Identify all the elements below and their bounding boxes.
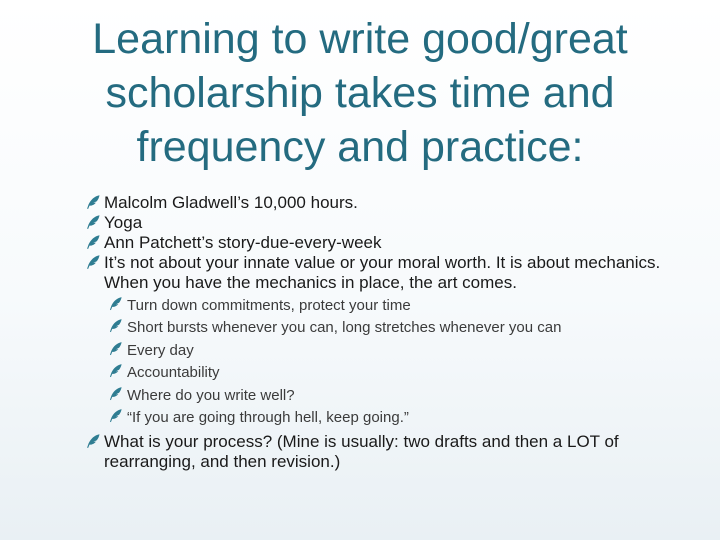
bullet-item xyxy=(0,233,720,253)
sub-bullet-item xyxy=(0,407,720,429)
bullet-text: Malcolm Gladwell’s 10,000 hours. xyxy=(104,193,358,212)
feather-quill-icon xyxy=(85,234,101,250)
slide-title xyxy=(30,12,690,174)
sub-bullet-text: “If you are going through hell, keep going.” xyxy=(127,409,409,427)
sub-bullet-item xyxy=(0,362,720,384)
bullet-text: Ann Patchett’s story-due-every-week xyxy=(104,233,382,252)
bullet-item xyxy=(0,253,720,293)
feather-quill-icon xyxy=(85,254,101,270)
sub-bullet-text: Where do you write well? xyxy=(127,386,295,404)
feather-quill-icon xyxy=(85,214,101,230)
sub-bullet-text: Accountability xyxy=(127,364,220,382)
feather-quill-icon xyxy=(85,433,101,449)
bullet-text: It’s not about your innate value or your moral worth. It is about mechanics. When you have the mechanics in place, the art comes. xyxy=(104,253,661,292)
bullet-list xyxy=(0,193,720,472)
sub-bullet-text: Every day xyxy=(127,341,194,359)
feather-quill-icon xyxy=(108,318,124,334)
feather-quill-icon xyxy=(108,363,124,379)
feather-quill-icon xyxy=(108,296,124,312)
feather-quill-icon xyxy=(108,386,124,402)
feather-quill-icon xyxy=(85,194,101,210)
bullet-item xyxy=(0,213,720,233)
bullet-text: What is your process? (Mine is usually: two drafts and then a LOT of rearranging, and then revision.) xyxy=(104,432,619,472)
bullet-item xyxy=(0,193,720,213)
bullet-text: Yoga xyxy=(104,213,143,232)
sub-bullet-text: Turn down commitments, protect your time xyxy=(127,297,411,314)
sub-bullet-item xyxy=(0,340,720,362)
sub-bullet-item xyxy=(0,385,720,407)
sub-bullet-item xyxy=(0,295,720,317)
bullet-item-final xyxy=(0,432,720,472)
title-line-1: Learning to write good/great xyxy=(92,15,628,63)
sub-bullet-text: Short bursts whenever you can, long stretches whenever you can xyxy=(127,319,562,337)
title-line-3: frequency and practice: xyxy=(136,123,584,171)
feather-quill-icon xyxy=(108,341,124,357)
feather-quill-icon xyxy=(108,408,124,424)
sub-bullet-item xyxy=(0,317,720,339)
title-line-2: scholarship takes time and xyxy=(105,69,615,117)
